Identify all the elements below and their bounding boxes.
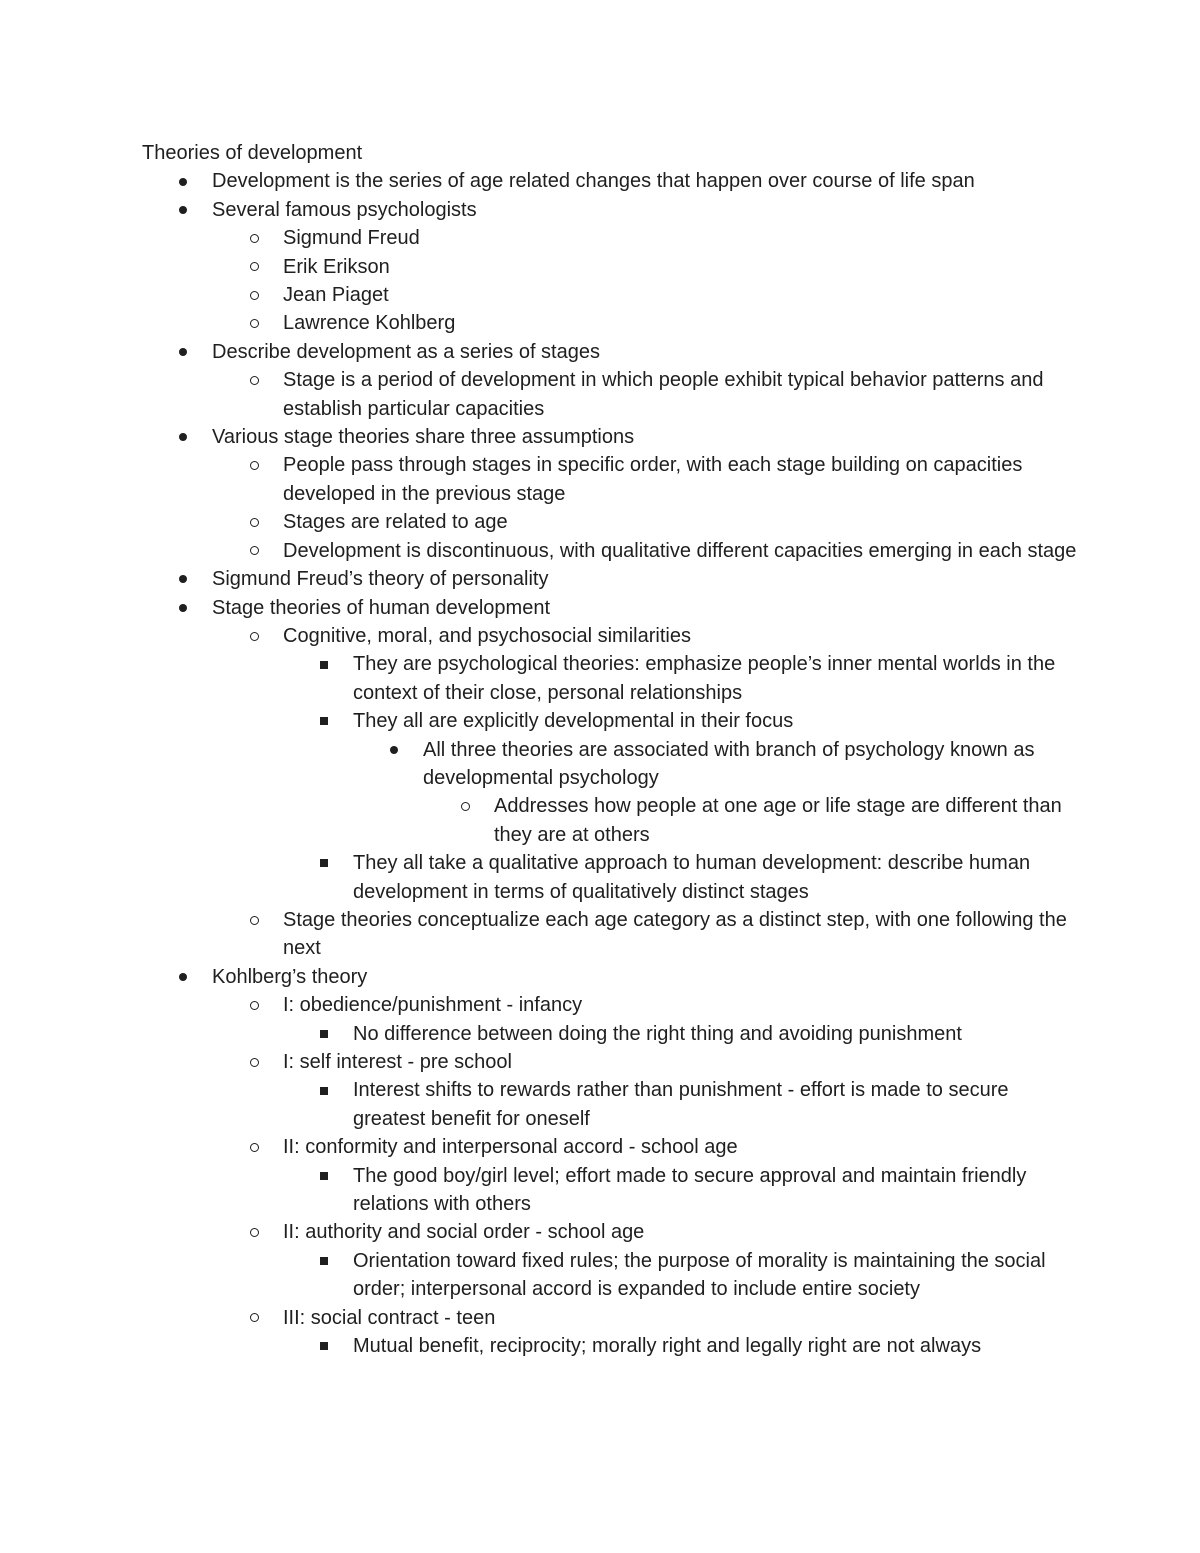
hollow-circle-bullet-icon [247,1133,261,1161]
list-item-text: II: conformity and interpersonal accord - school age [283,1136,738,1159]
list-item [142,1247,1082,1304]
list-item-text: Development is discontinuous, with qualitative different capacities emerging in each stage [283,539,1077,562]
hollow-circle-bullet-icon [247,508,261,536]
list-item [142,451,1082,508]
list-item-text: Kohlberg’s theory [212,965,368,988]
list-item [142,1076,1082,1133]
hollow-circle-bullet-icon [247,906,261,934]
filled-circle-bullet-icon [176,423,190,451]
filled-circle-bullet-icon [176,196,190,224]
document-title: Theories of development [142,142,363,164]
hollow-circle-bullet-icon [247,1048,261,1076]
document-body [142,139,1082,1360]
list-item [142,423,1082,451]
hollow-circle-bullet-icon [247,622,261,650]
filled-circle-bullet-icon [387,736,401,764]
list-item [142,537,1082,565]
list-item [142,1332,1082,1360]
list-item [142,565,1082,593]
list-item [142,991,1082,1019]
list-item [142,508,1082,536]
hollow-circle-bullet-icon [247,1304,261,1332]
list-item-text: Sigmund Freud [283,227,420,250]
square-bullet-icon [317,1162,331,1190]
list-item-text: Lawrence Kohlberg [283,312,456,335]
list-item-text: Jean Piaget [283,284,389,307]
list-item [142,736,1082,793]
list-item-text: I: self interest - pre school [283,1051,512,1073]
list-item [142,1020,1082,1048]
square-bullet-icon [317,1247,331,1275]
square-bullet-icon [317,849,331,877]
list-item [142,281,1082,309]
list-item-text: They all are explicitly developmental in their focus [353,710,794,733]
list-item [142,1304,1082,1332]
list-item [142,650,1082,707]
list-item [142,1048,1082,1076]
hollow-circle-bullet-icon [247,224,261,252]
list-item [142,253,1082,281]
list-item-text: Sigmund Freud’s theory of personality [212,568,549,591]
hollow-circle-bullet-icon [247,537,261,565]
list-item-text: I: obedience/punishment - infancy [283,994,583,1017]
hollow-circle-bullet-icon [247,309,261,337]
list-item-text: No difference between doing the right thing and avoiding punishment [353,1022,962,1045]
list-item-text: III: social contract - teen [283,1306,496,1329]
list-item-text: Interest shifts to rewards rather than punishment - effort is made to secure greatest benefit for oneself [353,1079,1009,1130]
list-item-text: Orientation toward fixed rules; the purpose of morality is maintaining the social order; interpersonal accord is expanded to include entire society [353,1249,1046,1301]
square-bullet-icon [317,1020,331,1048]
filled-circle-bullet-icon [176,594,190,622]
hollow-circle-bullet-icon [247,366,261,394]
hollow-circle-bullet-icon [247,1218,261,1246]
list-item-text: Development is the series of age related changes that happen over course of life span [212,170,975,193]
filled-circle-bullet-icon [176,963,190,991]
list-item [142,366,1082,423]
list-item [142,792,1082,849]
hollow-circle-bullet-icon [247,281,261,309]
list-item [142,1162,1082,1219]
list-item [142,1218,1082,1246]
list-item-text: Mutual benefit, reciprocity; morally right and legally right are not always [353,1335,982,1358]
square-bullet-icon [317,1332,331,1360]
list-item [142,309,1082,337]
hollow-circle-bullet-icon [458,792,472,820]
list-item-text: Addresses how people at one age or life stage are different than they are at others [494,795,1062,846]
square-bullet-icon [317,1076,331,1104]
list-item [142,849,1082,906]
list-item [142,224,1082,252]
hollow-circle-bullet-icon [247,253,261,281]
filled-circle-bullet-icon [176,167,190,195]
list-item [142,622,1082,650]
list-item-text: II: authority and social order - school age [283,1221,645,1244]
list-item [142,963,1082,991]
list-item-text: The good boy/girl level; effort made to secure approval and maintain friendly relations with others [353,1164,1027,1216]
list-item-text: Several famous psychologists [212,198,477,221]
list-item-text: Various stage theories share three assumptions [212,426,635,449]
list-item-text: Stage is a period of development in which people exhibit typical behavior patterns and establish particular capacities [283,369,1044,420]
list-item [142,1133,1082,1161]
list-item-text: All three theories are associated with branch of psychology known as developmental psychology [423,738,1035,789]
list-item [142,906,1082,963]
list-item-text: They all take a qualitative approach to human development: describe human development in terms of qualitatively distinct stages [353,852,1031,903]
square-bullet-icon [317,650,331,678]
list-item-text: Stage theories of human development [212,596,550,619]
list-item-text: Describe development as a series of stages [212,340,600,363]
list-item-text: Erik Erikson [283,255,390,278]
list-item-text: People pass through stages in specific order, with each stage building on capacities developed in the previous stage [283,454,1023,505]
filled-circle-bullet-icon [176,565,190,593]
list-item-text: Cognitive, moral, and psychosocial similarities [283,624,691,647]
list-item [142,338,1082,366]
list-item [142,707,1082,735]
list-item [142,196,1082,224]
hollow-circle-bullet-icon [247,991,261,1019]
list-item [142,594,1082,622]
hollow-circle-bullet-icon [247,451,261,479]
square-bullet-icon [317,707,331,735]
list-item [142,167,1082,195]
list-item-text: Stages are related to age [283,511,508,534]
list-item-text: Stage theories conceptualize each age category as a distinct step, with one following the next [283,908,1067,960]
bullet-outline [142,167,1082,1360]
filled-circle-bullet-icon [176,338,190,366]
list-item-text: They are psychological theories: emphasize people’s inner mental worlds in the context of their close, personal relationships [353,653,1056,704]
